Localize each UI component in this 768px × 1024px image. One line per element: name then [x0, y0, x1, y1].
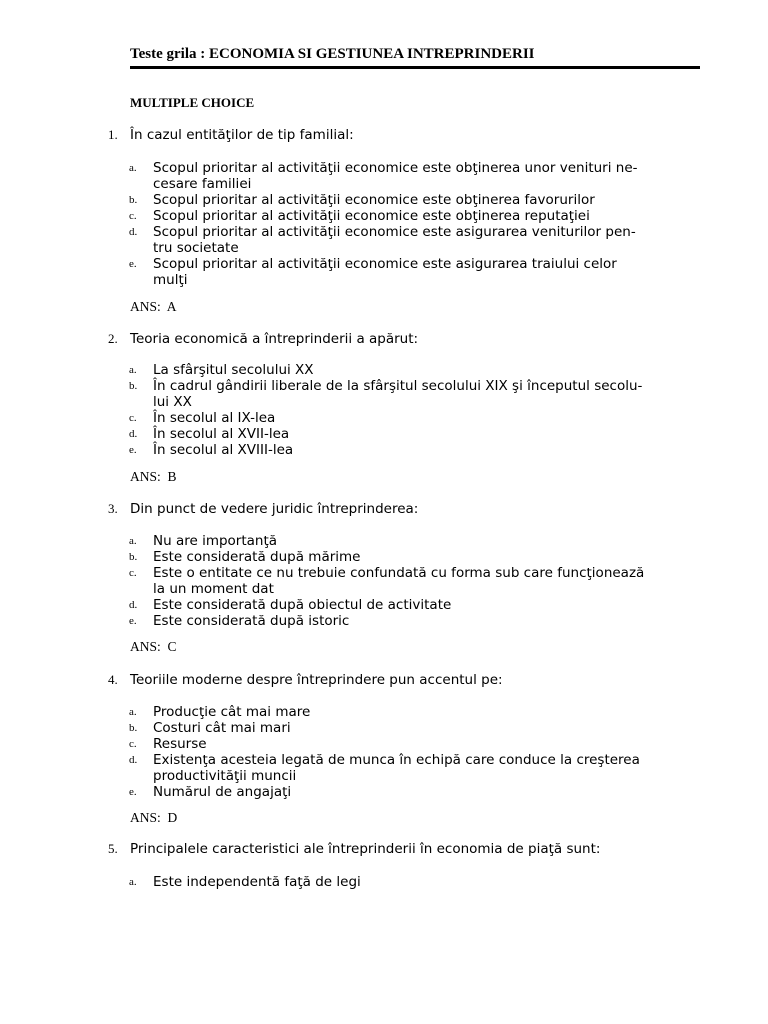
question-number: 4. — [108, 672, 118, 687]
answer-key: ANS: B — [130, 469, 177, 484]
question-number: 2. — [108, 331, 118, 346]
option-text-line: În secolul al IX-lea — [153, 410, 276, 426]
option-text-line: Producţie cât mai mare — [153, 704, 311, 720]
option-letter: c. — [129, 412, 137, 424]
option-letter: c. — [129, 567, 137, 579]
section-title: MULTIPLE CHOICE — [130, 95, 255, 110]
option-letter: a. — [129, 876, 137, 888]
option-text-line: productivităţii muncii — [153, 768, 297, 784]
option-text-line: Este considerată după mărime — [153, 549, 361, 565]
option-text-line: Este considerată după istoric — [153, 613, 350, 629]
option-letter: b. — [129, 194, 138, 206]
option-letter: b. — [129, 551, 138, 563]
option-letter: e. — [129, 786, 137, 798]
option-text-line: cesare familiei — [153, 176, 252, 192]
option-text-line: În secolul al XVIII-lea — [153, 442, 294, 458]
option-text-line: Scopul prioritar al activităţii economice este obţinerea unor venituri ne- — [153, 160, 638, 176]
option-text-line: Scopul prioritar al activităţii economice este asigurarea veniturilor pen- — [153, 224, 636, 240]
question-number: 5. — [108, 841, 118, 856]
question-text: Teoria economică a întreprinderii a apărut: — [130, 331, 419, 347]
option-letter: b. — [129, 380, 138, 392]
answer-key: ANS: D — [130, 810, 178, 825]
question-text: Principalele caracteristici ale întreprinderii în economia de piaţă sunt: — [130, 841, 601, 857]
header-title: Teste grila : ECONOMIA SI GESTIUNEA INTREPRINDERII — [130, 46, 535, 62]
answer-key: ANS: A — [130, 299, 177, 314]
option-letter: e. — [129, 615, 137, 627]
question-text: În cazul entităţilor de tip familial: — [130, 127, 354, 143]
option-letter: b. — [129, 722, 138, 734]
option-text-line: Este independentă faţă de legi — [153, 874, 361, 890]
option-text-line: Scopul prioritar al activităţii economice este obţinerea reputaţiei — [153, 208, 590, 224]
option-letter: a. — [129, 162, 137, 174]
option-text-line: mulţi — [153, 272, 188, 288]
option-letter: a. — [129, 535, 137, 547]
option-text-line: La sfârşitul secolului XX — [153, 362, 314, 378]
option-text-line: lui XX — [153, 394, 192, 410]
option-text-line: Existenţa acesteia legată de munca în echipă care conduce la creşterea — [153, 752, 640, 768]
question-number: 1. — [108, 127, 118, 142]
option-letter: a. — [129, 364, 137, 376]
option-letter: d. — [129, 754, 138, 766]
question-number: 3. — [108, 501, 118, 516]
option-text-line: În secolul al XVII-lea — [153, 426, 290, 442]
document-header — [130, 44, 700, 69]
option-letter: d. — [129, 599, 138, 611]
option-letter: e. — [129, 444, 137, 456]
option-text-line: Costuri cât mai mari — [153, 720, 291, 736]
option-text-line: Resurse — [153, 736, 207, 752]
option-letter: a. — [129, 706, 137, 718]
option-text-line: la un moment dat — [153, 581, 274, 597]
option-text-line: Este o entitate ce nu trebuie confundată cu forma sub care funcţionează — [153, 565, 645, 581]
option-letter: d. — [129, 428, 138, 440]
option-letter: c. — [129, 738, 137, 750]
question-text: Teoriile moderne despre întreprindere pun accentul pe: — [130, 672, 503, 688]
question-text: Din punct de vedere juridic întreprinderea: — [130, 501, 419, 517]
option-text-line: tru societate — [153, 240, 239, 256]
option-text-line: Scopul prioritar al activităţii economice este asigurarea traiului celor — [153, 256, 617, 272]
answer-key: ANS: C — [130, 639, 177, 654]
option-text-line: Numărul de angajaţi — [153, 784, 292, 800]
option-text-line: Scopul prioritar al activităţii economice este obţinerea favorurilor — [153, 192, 595, 208]
option-text-line: Este considerată după obiectul de activitate — [153, 597, 452, 613]
option-letter: c. — [129, 210, 137, 222]
option-text-line: În cadrul gândirii liberale de la sfârşitul secolului XIX şi începutul secolu- — [153, 378, 643, 394]
option-letter: e. — [129, 258, 137, 270]
option-letter: d. — [129, 226, 138, 238]
option-text-line: Nu are importanţă — [153, 533, 278, 549]
